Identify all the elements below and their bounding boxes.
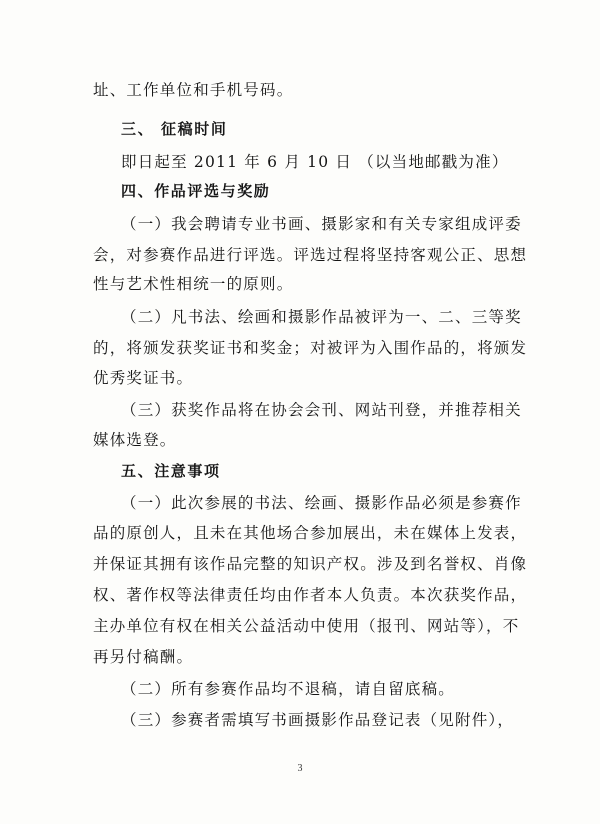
text-line: 权、著作权等法律责任均由作者本人负责。本次获奖作品， [93, 586, 528, 604]
section-heading: 四、作品评选与奖励 [121, 182, 271, 200]
text-line: 媒体选登。 [93, 431, 177, 449]
text-line: （二）所有参赛作品均不退稿，请自留底稿。 [121, 680, 456, 698]
text-line: （三）获奖作品将在协会会刊、网站刊登，并推荐相关 [121, 401, 522, 419]
text-line: 品的原创人，且未在其他场合参加展出，未在媒体上发表， [93, 524, 528, 542]
section-heading: 五、注意事项 [121, 462, 221, 480]
text-line: （二）凡书法、绘画和摄影作品被评为一、二、三等奖 [121, 308, 522, 326]
text-line: 主办单位有权在相关公益活动中使用（报刊、网站等），不 [93, 617, 520, 635]
text-line: 会，对参赛作品进行评选。评选过程将坚持客观公正、思想 [93, 246, 528, 264]
text-line: 并保证其拥有该作品完整的知识产权。涉及到名誉权、肖像 [93, 555, 528, 573]
text-line: （三）参赛者需填写书画摄影作品登记表（见附件）， [121, 711, 515, 729]
text-line: （一）此次参展的书法、绘画、摄影作品必须是参赛作 [121, 494, 522, 512]
page-number: 3 [297, 763, 303, 774]
text-line: 性与艺术性相统一的原则。 [93, 275, 294, 293]
section-heading: 三、 征稿时间 [121, 120, 228, 138]
text-line: 再另付稿酬。 [93, 648, 194, 666]
text-line: 即日起至 2011 年 6 月 10 日 （以当地邮戳为准） [121, 153, 509, 171]
text-line: 优秀奖证书。 [93, 369, 194, 387]
text-line: 的，将颁发获奖证书和奖金；对被评为入围作品的，将颁发 [93, 339, 528, 357]
text-line: 址、工作单位和手机号码。 [93, 81, 294, 99]
text-line: （一）我会聘请专业书画、摄影家和有关专家组成评委 [121, 215, 522, 233]
